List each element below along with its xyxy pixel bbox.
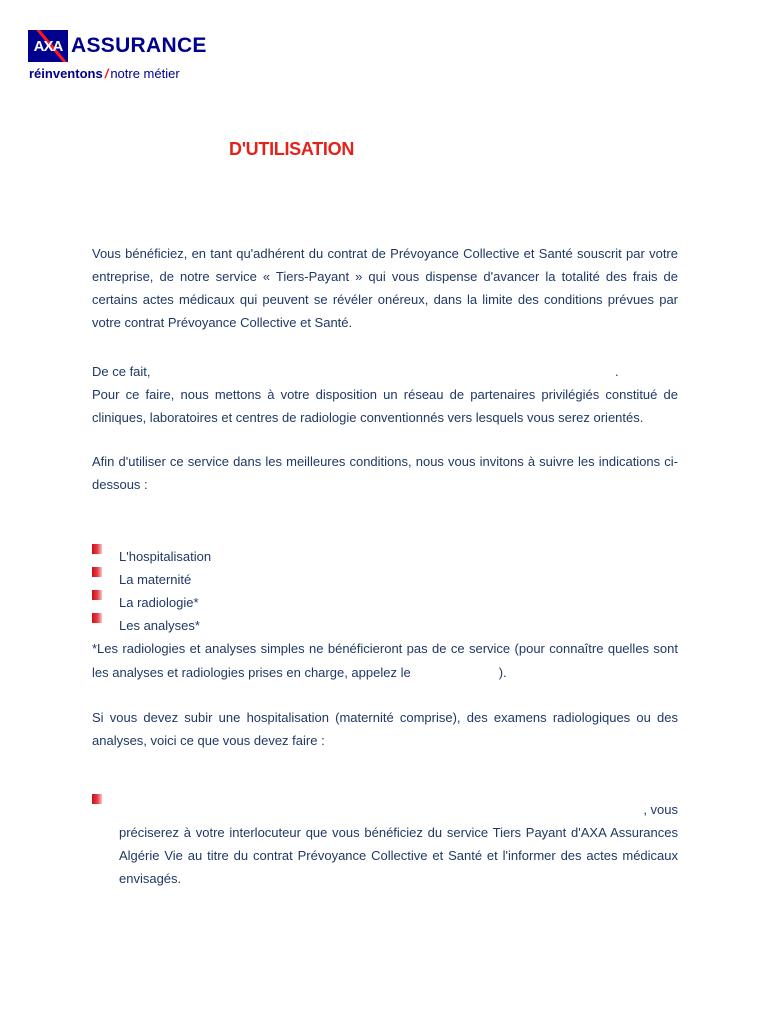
tagline — [29, 66, 228, 81]
tagline-slash: / — [104, 66, 109, 81]
bullet-square-icon — [92, 613, 102, 623]
tagline-rest: notre métier — [110, 66, 180, 81]
de-ce-fait-text: De ce fait, — [92, 364, 151, 379]
list-item-label: La maternité — [119, 572, 192, 587]
axa-logo-mark — [28, 30, 68, 62]
page-title: D'UTILISATION — [229, 139, 355, 159]
list-item — [92, 588, 678, 611]
axa-logo-text: AXA — [33, 37, 63, 55]
service-list — [92, 542, 678, 634]
invite-paragraph: Afin d'utiliser ce service dans les meilleures conditions, nous vous invitons à suivre les indications ci-dessous : — [92, 454, 678, 492]
footnote-paragraph — [92, 637, 678, 685]
network-text: Pour ce faire, nous mettons à votre disposition un réseau de partenaires privilégiés constitué de cliniques, laboratoires et centres de radiologie conventionnés vers lesquels vous serez orientés. — [92, 387, 678, 425]
axa-logo — [28, 30, 228, 90]
bullet-square-icon — [92, 544, 102, 554]
tagline-bold: réinventons — [29, 66, 103, 81]
bullet-square-icon — [92, 590, 102, 600]
list-item-label: Les analyses* — [119, 618, 200, 633]
list-item-label: La radiologie* — [119, 595, 199, 610]
list-item — [92, 611, 678, 634]
intro-paragraph: Vous bénéficiez, en tant qu'adhérent du contrat de Prévoyance Collective et Santé souscrit par votre entreprise, de notre service « Tiers-Payant » qui vous dispense d'avancer la totalité des frais de certains actes médicaux qui peuvent se révéler onéreux, dans la limite des conditions prévues par votre contrat Prévoyance Collective et Santé. — [92, 246, 678, 330]
brand-name: ASSURANCE — [71, 34, 207, 57]
bullet-square-icon — [92, 567, 102, 577]
procedure-step-first-line: , vous — [643, 802, 678, 817]
list-item — [92, 565, 678, 588]
footnote-text: *Les radiologies et analyses simples ne bénéficieront pas de ce service (pour connaître quelles sont les analyses et radiologies prises en charge, appelez le — [92, 641, 678, 680]
network-paragraph — [92, 360, 678, 429]
footnote-end: ). — [498, 665, 507, 680]
procedure-paragraph: Si vous devez subir une hospitalisation (maternité comprise), des examens radiologiques ou des analyses, voici ce que vous devez faire : — [92, 710, 678, 748]
procedure-step-text: préciserez à votre interlocuteur que vous bénéficiez du service Tiers Payant d'AXA Assurances Algérie Vie au titre du contrat Prévoyance Collective et Santé et l'informer des actes médicaux envisagés. — [119, 825, 678, 886]
list-item-label: L'hospitalisation — [119, 549, 212, 564]
list-item — [92, 542, 678, 565]
de-ce-fait-end: . — [615, 364, 619, 379]
